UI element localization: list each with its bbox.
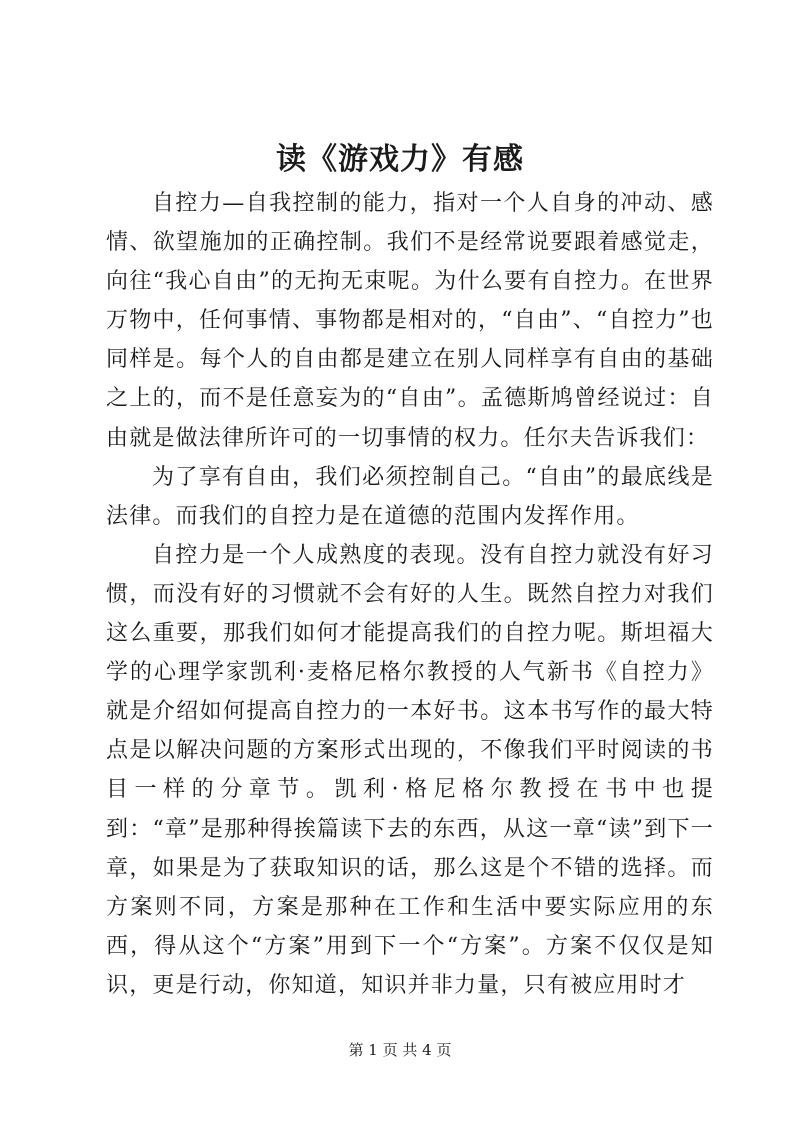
paragraph: 自控力—自我控制的能力，指对一个人自身的冲动、感情、欲望施加的正确控制。我们不是经常说要跟着感觉走，向往“我心自由”的无拘无束呢。为什么要有自控力。在世界万物中，任何事情、事物都是相对的，“自由”、“自控力”也同样是。每个人的自由都是建立在别人同样享有自由的基础之上的，而不是任意妄为的“自由”。孟德斯鸠曾经说过：自由就是做法律所许可的一切事情的权力。任尔夫告诉我们： xyxy=(106,191,714,451)
paragraph: 自控力是一个人成熟度的表现。没有自控力就没有好习惯，而没有好的习惯就不会有好的人生。既然自控力对我们这么重要，那我们如何才能提高我们的自控力呢。斯坦福大学的心理学家凯利·麦格尼格尔教授的人气新书《自控力》就是介绍如何提高自控力的一本好书。这本书写作的最大特点是以解决问题的方案形式出现的，不像我们平时阅读的书目一样的分章节。凯利·格尼格尔教授在书中也提到：“章”是那种得挨篇读下去的东西，从这一章“读”到下一章，如果是为了获取知识的话，那么这是个不错的选择。而方案则不同，方案是那种在工作和生活中要实际应用的东西，得从这个“方案”用到下一个“方案”。方案不仅仅是知识，更是行动，你知道，知识并非力量，只有被应用时才 xyxy=(106,542,714,998)
document-body xyxy=(106,184,714,1005)
page-title: 读《游戏力》有感 xyxy=(276,142,524,177)
paragraph: 为了享有自由，我们必须控制自己。“自由”的最底线是法律。而我们的自控力是在道德的范围内发挥作用。 xyxy=(106,464,714,529)
page-footer: 第 1 页 共 4 页 xyxy=(348,1041,452,1059)
